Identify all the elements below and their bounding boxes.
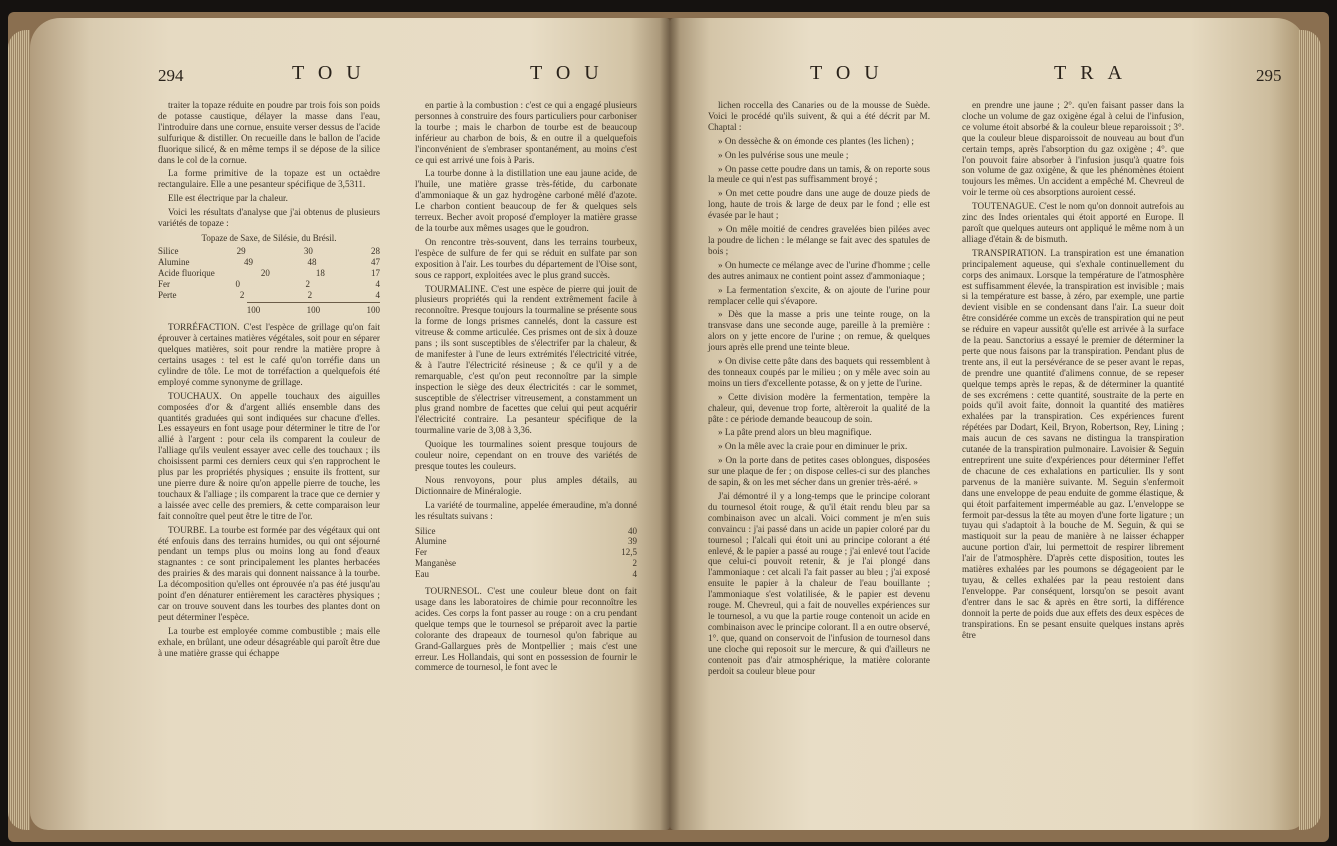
cell: 29 (236, 245, 246, 256)
paragraph: » On la porte dans de petites cases oblongues, disposées sur une plaque de fer ; on dispose celles-ci sur des planches de sapin, & on les met sécher dans un grenier très-aéré. » (708, 455, 930, 488)
entry-transpiration: TRANSPIRATION. La transpiration est une émanation principalement aqueuse, qui s'exhale continuellement du corps des animaux. Lorsque la température de l'atmosphère est suffisamment élevée, la transpiration est invisible ; mais si la température est basse, à zéro, par exemple, une partie devient visible en se condensant dans l'air. La sueur doit être considérée comme un excès de transpiration qui ne peut se réduire en vapeur aussitôt qu'elle est arrivée à la surface de la peau. Sanctorius a essayé le premier de déterminer la perte que nous faisons par la transpiration. Pendant plus de trente ans, il eut la persévérance de se peser avant le repas, de prendre une quantité d'alimens connue, de se repeser quelque temps après le repas, & de déterminer la quantité de ses excrémens : cette quantité, soustraite de la perte en poids qu'il avoit faite, donnoit la quantité des matières exhalées par la transpiration. Ces expériences furent répétées par Dodart, Keil, Bryon, Robertson, Rey, Lining ; mais aucun de ces savans ne distingua la transpiration cutanée de la transpiration pulmonaire. Lavoisier & Seguin entreprirent une suite d'expériences pour déterminer l'effet de chacune de ces exhalations en particulier. Ils y sont parvenus de la manière suivante. M. Seguin s'enfermoit dans une enveloppe de peau enduite de gomme élastique, & qui étoit parfaitement imperméable au gaz. L'enveloppe se fermoit par-dessus la tête au moyen d'une forte ligature ; un tuyau qui s'adaptoit à la bouche de M. Seguin, & qui se mastiquoit sur la peau de manière à ne laisser échapper aucune portion d'air, lui permettoit de respirer librement l'air de l'atmosphère. D'après cette disposition, toutes les matières exhalées par les poumons se dégageoient par le tuyau, & celles exhalées par la peau restoient dans l'enveloppe. Par conséquent, lorsqu'on se pesoit avant d'entrer dans le sac & après en être sorti, la différence donnoit la perte de poids due aux effets des deux espèces de transpirations. En se pesant ensuite quelques instans après être (962, 247, 1184, 640)
row-label: Manganèse (415, 558, 456, 569)
paragraph: La tourbe donne à la distillation une eau jaune acide, de l'huile, une matière grasse très-fétide, du carbonate d'ammoniaque & un gaz hydrogène carboné mêlé d'azote. Le charbon contient beaucoup de fer & quelques sels terreux. Becher avoit proposé d'employer la matière grasse de la tourbe aux mêmes usages que le goudron. (415, 168, 637, 233)
running-head-right-col1: TOU (810, 62, 893, 84)
cell: 49 (244, 256, 253, 267)
cell: 47 (371, 256, 380, 267)
table-header: Topaze de Saxe, de Silésie, du Brésil. (201, 232, 337, 243)
page-number-left: 294 (158, 66, 184, 85)
table-totals (158, 305, 380, 316)
row-label: Perte (158, 289, 177, 300)
table-row (415, 547, 637, 558)
cell: 17 (370, 267, 380, 278)
paragraph: » Dès que la masse a pris une teinte rouge, on la transvase dans une seconde auge, pareille à la première : alors on y jette encore de l'urine ; on remue, & quelques jours après elle prend une teinte bleue. (708, 309, 930, 353)
table-row (158, 279, 380, 290)
paragraph: » On la mêle avec la craie pour en diminuer le prix. (718, 441, 908, 452)
paragraph: » On passe cette poudre dans un tamis, & on reporte sous la meule ce qui n'est pas suffisamment broyé ; (708, 163, 930, 185)
paragraph: » La pâte prend alors un bleu magnifique. (718, 427, 872, 438)
paragraph: » Cette division modère la fermentation, tempère la chaleur, qui, devenue trop forte, altèreroit la qualité de la pâte : ce période demande beaucoup de soin. (708, 391, 930, 424)
cell: 100 (246, 305, 261, 316)
row-label: Fer (415, 547, 427, 558)
cell: 0 (235, 278, 240, 289)
cell: 4 (375, 278, 380, 289)
cell: 2 (632, 558, 637, 569)
table-row (415, 526, 637, 537)
paragraph: en prendre une jaune ; 2°. qu'en faisant passer dans la cloche un volume de gaz oxigène égal à celui de l'infusion, ce volume étoit absorbé & la couleur bleue reparoissoit ; 3°. que la couleur bleue disparoissoit de nouveau au bout d'un certain temps, après l'absorption du gaz oxigène ; 4°. que l'on pouvoit faire absorber à l'infusion jusqu'à quatre fois son volume de gaz oxigène, & que les phénomènes étoient toujours les mêmes. Un accident a empêché M. Chevreul de voir le terme où ces absorptions auroient cessé. (962, 100, 1184, 198)
entry-torrefaction: TORRÉFACTION. C'est l'espèce de grillage qu'on fait éprouver à certaines matières végétales, soit pour en séparer quelques matières, soit pour rendre la matière propre à certains usages : tel est le café qu'on torréfie dans un cylindre de tôle. Le mot de torréfaction a quelquefois été employé comme synonyme de grillage. (158, 322, 380, 387)
cell: 100 (306, 305, 321, 316)
page-edges-right (1299, 30, 1321, 830)
entry-tourbe: TOURBE. La tourbe est formée par des végétaux qui ont été enfouis dans des terrains humides, ou qui ont séjourné pendant un temps plus ou moins long au fond d'eaux stagnantes : ce sont principalement les plantes herbacées des prairies & des marais qui donnent naissance à la tourbe. La décomposition qu'elles ont éprouvée n'a pas été jusqu'au point d'en dénaturer entièrement les caractères physiques ; car on trouve souvent dans les tourbes des plantes dont on peut déterminer l'espèce. (158, 524, 380, 622)
table-row (415, 536, 637, 547)
entry-touchaux: TOUCHAUX. On appelle touchaux des aiguilles composées d'or & d'argent alliés ensemble dans des quantités graduées qui sont indiquées sur chacune d'elles. Les essayeurs en font usage pour déterminer le titre de l'or allié à l'argent : pour cela ils comparent la couleur de l'alliage qu'ils veulent essayer avec celle des touchaux ; ils choisissent parmi ces derniers ceux qui s'en rapprochent le plus par les propriétés physiques ; ensuite ils frottent, sur une pierre dure & noire qu'on appelle pierre de touche, les touchaux & l'alliage ; ils comparent la trace que ce dernier y a laissée avec celle des premiers, & cette comparaison leur fait connoître quel peut être le titre de l'or. (158, 390, 380, 521)
row-label: Silice (415, 525, 436, 536)
cell: 2 (239, 289, 245, 300)
paragraph: » On humecte ce mélange avec de l'urine d'homme ; celle des autres animaux ne contient point assez d'ammoniaque ; (708, 259, 930, 281)
paragraph: » On met cette poudre dans une auge de douze pieds de long, haute de trois & large de deux par le fond ; elle est évasée par le haut ; (708, 188, 930, 221)
paragraph: » On mêle moitié de cendres gravelées bien pilées avec la poudre de lichen : le mélange se fait avec des spatules de bois ; (708, 224, 930, 256)
paragraph: La forme primitive de la topaze est un octaèdre rectangulaire. Elle a une pesanteur spécifique de 3,5311. (158, 168, 380, 190)
left-column-1 (158, 100, 380, 662)
paragraph: traiter la topaze réduite en poudre par trois fois son poids de potasse caustique, délayer la masse dans l'eau, l'introduire dans une cornue, ensuite verser dessus de l'acide sulfurique & distiller. On recueille dans le ballon de l'acide fluorique silicé, & en même temps il se dépose de la silice dans le col de la cornue. (158, 100, 380, 165)
paragraph: On rencontre très-souvent, dans les terrains tourbeux, l'espèce de sulfure de fer qui se réduit en sulfate par son exposition à l'air. Les tourbes du département de l'Oise sont, sous ce rapport, exploitées avec le plus grand succès. (415, 236, 637, 280)
topaz-analysis-table (158, 233, 380, 316)
row-label: Fer (158, 278, 170, 289)
cell: 4 (632, 569, 637, 580)
paragraph: Nous renvoyons, pour plus amples détails, au Dictionnaire de Minéralogie. (415, 474, 637, 496)
row-label: Acide fluorique (158, 267, 215, 278)
cell: 40 (628, 525, 637, 536)
table-row (158, 257, 380, 268)
row-label: Alumine (158, 256, 190, 267)
right-page (670, 18, 1306, 830)
right-column-2 (962, 100, 1184, 643)
cell: 2 (307, 289, 313, 300)
paragraph: en partie à la combustion : c'est ce qui a engagé plusieurs personnes à construire des fours particuliers pour carboniser la tourbe ; mais le charbon de tourbe est de beaucoup inférieur au charbon de bois, & en outre il a quelquefois l'inconvénient de s'embraser spontanément, au moins c'est ce qui est arrivé une fois à Paris. (415, 100, 637, 165)
left-column-2 (415, 100, 637, 676)
row-label: Eau (415, 569, 429, 580)
left-page (30, 18, 670, 830)
tourmaline-analysis-table (415, 526, 637, 581)
paragraph: La tourbe est employée comme combustible ; mais elle exhale, en brûlant, une odeur désagréable qui paroît être due à une matière grasse qui échappe (158, 625, 380, 658)
paragraph: Elle est électrique par la chaleur. (168, 193, 288, 204)
table-row (158, 268, 380, 279)
paragraph: lichen roccella des Canaries ou de la mousse de Suède. Voici le procédé qu'ils suivent, & qui a été décrit par M. Chaptal : (708, 100, 930, 132)
paragraph: » On divise cette pâte dans des baquets qui ressemblent à des tonneaux coupés par le milieu ; on y mêle avec soin au moins un tiers d'excellente potasse, & on y jette de l'urine. (708, 356, 930, 388)
cell: 18 (315, 267, 325, 278)
running-head-left: TOU (292, 62, 375, 84)
table-row (415, 569, 637, 580)
cell: 4 (375, 289, 380, 300)
cell: 48 (307, 256, 317, 267)
table-row (158, 290, 380, 301)
table-row (415, 558, 637, 569)
cell: 100 (366, 305, 380, 316)
cell: 2 (305, 278, 310, 289)
entry-tournesol: TOURNESOL. C'est une couleur bleue dont on fait usage dans les laboratoires de chimie pour reconnoître les acides. Ces corps la font passer au rouge : on a cru pendant quelque temps que le tournesol se préparoit avec la partie colorante des drapeaux de tournesol qu'on fabrique au Grand-Gallargues près de Montpellier ; mais c'est une erreur. Les Hollandais, qui sont en possession de fournir le commerce de tournesol, le font avec le (415, 586, 637, 673)
cell: 12,5 (621, 547, 637, 558)
paragraph: J'ai démontré il y a long-temps que le principe colorant du tournesol étoit rouge, & qu'il était rendu bleu par sa combinaison avec un alcali. Voici comment je m'en suis convaincu : j'ai passé dans un acide un papier coloré par du tournesol ; l'alcali qui étoit uni au principe colorant a été enlevé, & le papier a passé au rouge ; j'ai enlevé tout l'acide que celui-ci pouvoit retenir, & je l'ai plongé dans l'ammoniaque : cet alcali l'a fait passer au bleu ; j'ai exposé ensuite le papier à la chaleur de l'eau bouillante ; l'ammoniaque s'est volatilisée, & le papier est devenu rouge. M. Chevreul, qui a fait de nouvelles expériences sur le tournesol, a vu que la partie rouge contenoit un acide en combinaison avec le principe colorant. Il a en outre observé, 1°. que, quand on conservoit de l'infusion de tournesol dans une cloche qui reposoit sur le mercure, & qui d'ailleurs ne contenoit pas d'air atmosphérique, la matière colorante perdoit sa couleur bleue pour (708, 491, 930, 676)
row-label: Alumine (415, 536, 447, 547)
cell: 20 (260, 267, 270, 278)
book-gutter (660, 18, 680, 830)
page-edges-left (8, 30, 30, 830)
entry-tourmaline: TOURMALINE. C'est une espèce de pierre qui jouit de plusieurs propriétés qui la rendent extrêmement facile à reconnoître. Presque toujours la tourmaline se présente sous la forme de longs prismes cannelés, dont la cassure est vitreuse & comme articulée. Ces prismes ont de six à douze pans ; ils sont susceptibles de s'électrifer par la chaleur, & de manifester à l'une de leurs extrémités l'électricité vitrée, & à l'autre l'électricité résineuse ; & ce qu'il y a de remarquable, c'est qu'on peut reconnoître par la simple inspection le siège des deux électricités : car le sommet, susceptible de s'électriser vitreusement, a constamment un plus grand nombre de facettes que celui qui peut acquérir l'électricité contraire. La pesanteur spécifique de la tourmaline varie de 3,08 à 3,36. (415, 283, 637, 436)
cell: 39 (628, 536, 637, 547)
running-head-left-col2: TOU (530, 62, 613, 84)
paragraph: » On dessèche & on émonde ces plantes (les lichen) ; (718, 135, 914, 146)
cell: 30 (303, 245, 313, 256)
cell: 28 (370, 245, 380, 256)
paragraph: » On les pulvérise sous une meule ; (718, 149, 849, 160)
row-label: Silice (158, 245, 179, 256)
paragraph: » La fermentation s'excite, & on ajoute de l'urine pour remplacer celle qui s'évapore. (708, 284, 930, 306)
paragraph: La variété de tourmaline, appelée émeraudine, m'a donné les résultats suivans : (415, 499, 637, 521)
table-rule (247, 302, 380, 303)
right-column-1 (708, 100, 930, 679)
running-head-right-col2: TRA (1054, 62, 1136, 84)
page-number-right: 295 (1256, 66, 1282, 85)
entry-toutenague: TOUTENAGUE. C'est le nom qu'on donnoit autrefois au zinc des Indes orientales qui étoit apporté en Europe. Il paroît que quelques auteurs ont appliqué le même nom à un alliage d'étain & de bismuth. (962, 201, 1184, 244)
paragraph: Quoique les tourmalines soient presque toujours de couleur noire, cependant on en trouve des variétés de presque toutes les couleurs. (415, 439, 637, 471)
paragraph: Voici les résultats d'analyse que j'ai obtenus de plusieurs variétés de topaze : (158, 207, 380, 229)
table-row (158, 246, 380, 257)
